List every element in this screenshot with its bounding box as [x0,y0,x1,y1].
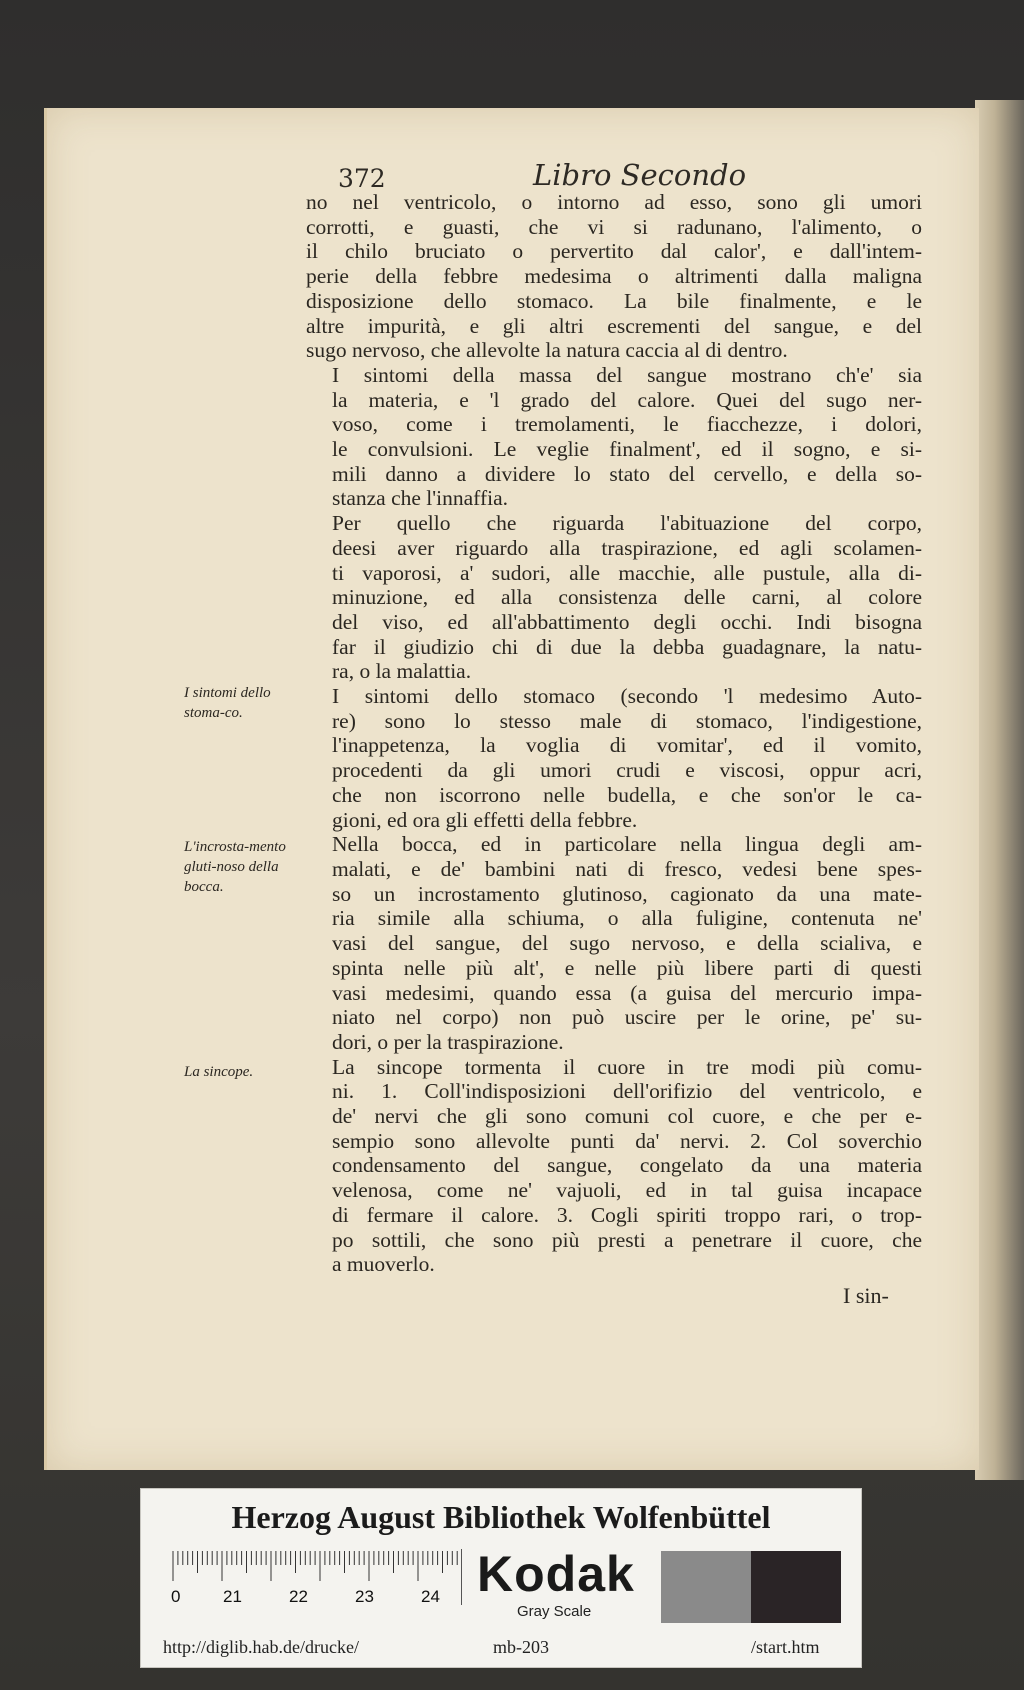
text-line: che non iscorrono nelle budella, e che son'or le ca- [332,782,922,807]
text-line: no nel ventricolo, o intorno ad esso, sono gli umori [306,190,922,214]
text-line: vasi del sangue, del sugo nervoso, e della scialiva, e [332,931,922,956]
gray-swatch-light [661,1551,751,1623]
text-line: La sincope tormenta il cuore in tre modi più comu- [332,1054,922,1079]
ruler-label-22: 22 [289,1587,308,1606]
text-line: dori, o per la traspirazione. [332,1029,564,1054]
color-ruler [171,1549,462,1605]
paragraph [306,1055,922,1277]
kodak-logo: Kodak [477,1546,635,1602]
text-line: ni. 1. Coll'indisposizioni dell'orifizio del ventricolo, e [332,1079,922,1104]
text-line: mili danno a dividere lo stato del cervello, e della so- [332,461,922,486]
ruler-label-21: 21 [223,1587,242,1606]
text-line: voso, come i tremolamenti, le fiacchezze, i dolori, [332,412,922,437]
text-line: corrotti, e guasti, che vi si radunano, l'alimento, o [306,214,922,239]
ruler-label-0: 0 [171,1587,181,1606]
ruler-label-24: 24 [421,1587,440,1606]
text-line: deesi aver riguardo alla traspirazione, ed agli scolamen- [332,535,922,560]
text-line: condensamento del sangue, congelato da una materia [332,1153,922,1178]
paragraph [306,832,922,1054]
text-line: I sintomi dello stomaco (secondo 'l medesimo Auto- [332,684,922,709]
diglib-url-link[interactable]: http://diglib.hab.de/drucke/ [163,1637,359,1657]
text-line: spinta nelle più alt', e nelle più libere parti di questi [332,955,922,980]
text-line: del viso, ed all'abbattimento degli occhi. Indi bisogna [332,609,922,634]
start-page-link[interactable]: /start.htm [751,1637,820,1657]
gray-scale-label: Gray Scale [517,1603,592,1620]
text-line: ti vaporosi, a' sudori, alle macchie, alle pustule, alla di- [332,560,922,585]
text-line: niato nel corpo) non può uscire per le orine, pe' su- [332,1005,922,1030]
text-line: Nella bocca, ed in particolare nella lingua degli am- [332,832,922,857]
page-number: 372 [338,164,386,193]
text-line: so un incrostamento glutinoso, cagionato da una mate- [332,881,922,906]
text-line: re) sono lo stesso male di stomaco, l'indigestione, [332,708,922,733]
shelfmark: mb-203 [493,1637,549,1657]
library-name: Herzog August Bibliothek Wolfenbüttel [231,1499,771,1535]
text-line: sugo nervoso, che allevolte la natura caccia al di dentro. [306,338,788,363]
text-line: gioni, ed ora gli effetti della febbre. [332,807,638,832]
text-line: I sintomi della massa del sangue mostrano ch'e' sia [332,362,922,387]
text-line: vasi medesimi, quando essa (a guisa del mercurio impa- [332,980,922,1005]
gray-swatch-dark [751,1551,841,1623]
text-line: la materia, e 'l grado del calore. Quei del sugo ner- [332,387,922,412]
paragraph [306,684,922,832]
adjacent-page-edge [975,100,1024,1480]
text-line: perie della febbre medesima o altrimenti dalla maligna [306,264,922,289]
text-line: l'inappetenza, la voglia di vomitar', ed il vomito, [332,733,922,758]
text-line: il chilo bruciato o pervertito dal calor', e dall'intem- [306,239,922,264]
body-text [306,190,922,1277]
text-line: altre impurità, e gli altri escrementi del sangue, e del [306,313,922,338]
text-line: di fermare il calore. 3. Cogli spiriti troppo rari, o trop- [332,1202,922,1227]
text-line: ra, o la malattia. [332,659,472,684]
text-line: minuzione, ed alla consistenza delle carni, al colore [332,585,922,610]
margin-note-syncope: La sincope. [184,1064,254,1080]
text-line: disposizione dello stomaco. La bile finalmente, e le [306,288,922,313]
text-line: ria simile alla schiuma, o alla fuligine, contenuta ne' [332,906,922,931]
text-line: le convulsioni. Le veglie finalment', ed il sogno, e si- [332,437,922,462]
margin-note-incrustation: L'incrosta-mento gluti-noso della bocca. [184,839,286,895]
text-line: Per quello che riguarda l'abituazione del corpo, [332,511,922,536]
library-card [140,1488,862,1668]
text-line: malati, e de' bambini nati di fresco, vedesi bene spes- [332,856,922,881]
text-line: far il giudizio chi di due la debba guadagnare, la natu- [332,634,922,659]
paragraph [306,363,922,511]
gray-swatches [661,1551,841,1623]
ruler-ticks [171,1549,461,1589]
text-line: a muoverlo. [332,1252,435,1277]
text-line: stanza che l'innaffia. [332,486,508,511]
text-line: procedenti da gli umori crudi e viscosi, oppur acri, [332,758,922,783]
margin-note-stomach: I sintomi dello stoma-co. [184,685,271,721]
text-line: po sottili, che sono più presti a penetrare il cuore, che [332,1227,922,1252]
running-title: Libro Secondo [533,158,747,192]
paragraph [306,511,922,684]
text-line: de' nervi che gli sono comuni col cuore, e che per e- [332,1104,922,1129]
ruler-label-23: 23 [355,1587,374,1606]
paragraph [306,190,922,363]
text-line: velenosa, come ne' vajuoli, ed in tal guisa incapace [332,1178,922,1203]
text-line: sempio sono allevolte punti da' nervi. 2. Col soverchio [332,1128,922,1153]
catchword: I sin- [843,1283,889,1308]
